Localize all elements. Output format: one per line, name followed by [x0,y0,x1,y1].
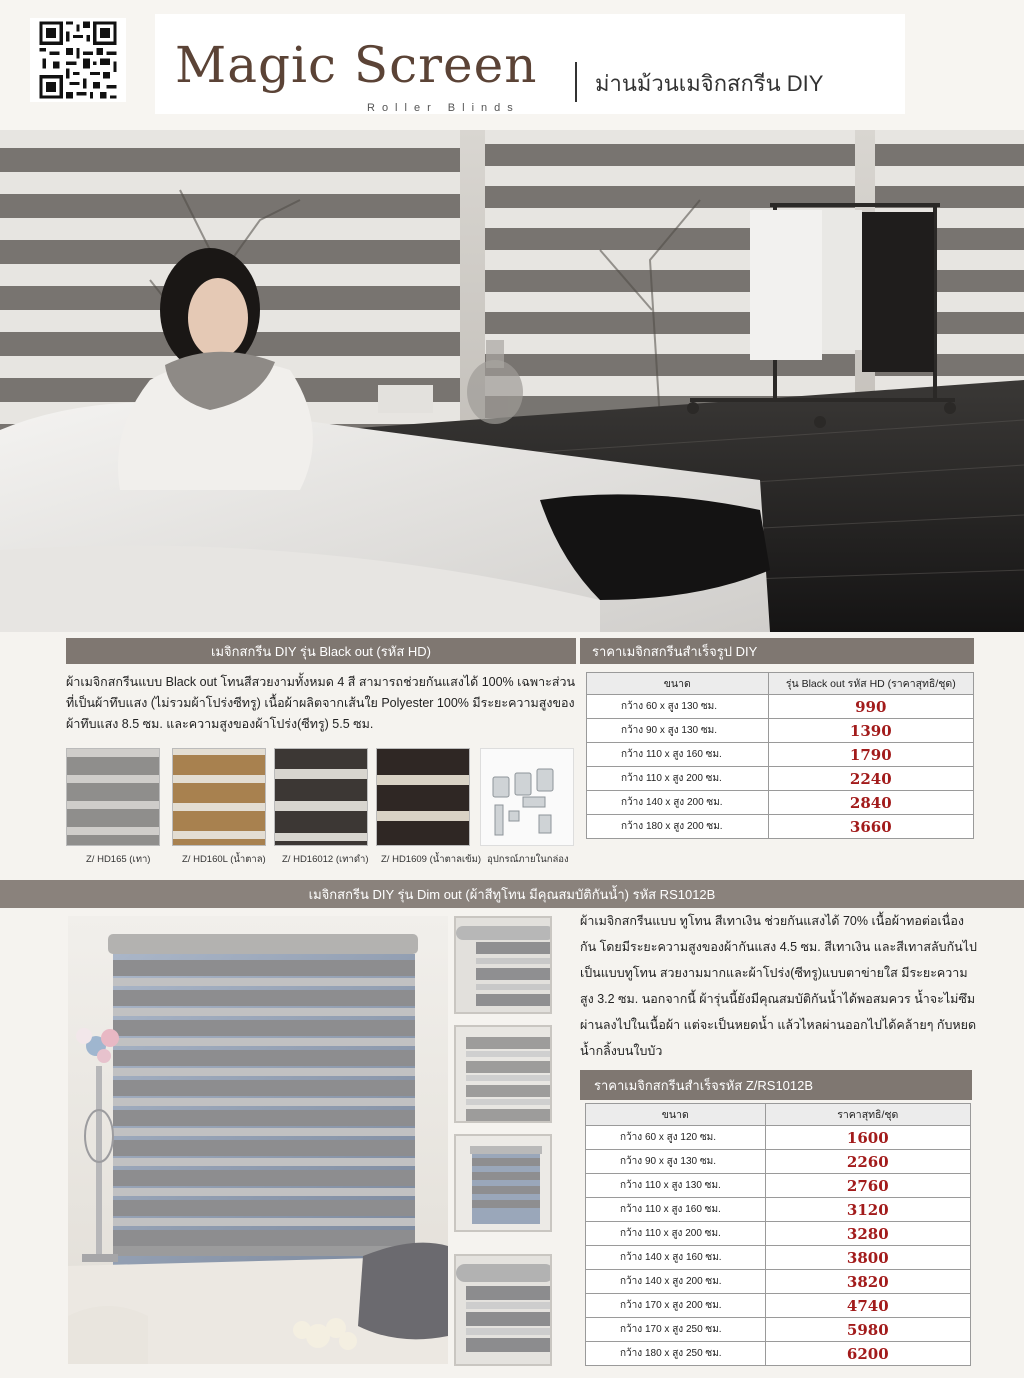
table-row [586,1198,971,1222]
table-row [586,1222,971,1246]
brand-subtitle: Roller Blinds [367,102,520,114]
table-row [586,1126,971,1150]
dimout-price-title [580,1070,972,1100]
size-cell: กว้าง 110 x สูง 200 ซม. [586,1222,766,1246]
blackout-price-title [580,638,974,664]
dimout-section-title [0,880,1024,908]
size-cell: กว้าง 110 x สูง 160 ซม. [587,743,769,767]
blackout-description: ผ้าเมจิกสกรีนแบบ Black out โทนสีสวยงามทั้งหมด 4 สี สามารถช่วยกันแสงได้ 100% เฉพาะส่วนที่เป็นผ้าทึบแสง (ไม่รวมผ้าโปร่งซีทรู) เนื้อผ้าผลิตจากเส้นใย Polyester 100% มีระยะความสูงของผ้าทึบแสง 8.5 ซม. และความสูงของผ้าโปร่ง(ซีทรู) 5.5 ซม. [66,675,576,731]
dimout-price-title-text: ราคาเมจิกสกรีนสำเร็จรหัส Z/RS1012B [594,1077,814,1093]
price-cell: 3120 [765,1198,970,1222]
swatch-accessories[interactable] [480,748,574,846]
size-cell: กว้าง 140 x สูง 200 ซม. [586,1270,766,1294]
size-cell: กว้าง 90 x สูง 130 ซม. [587,719,769,743]
price-cell: 5980 [765,1318,970,1342]
price-cell: 3820 [765,1270,970,1294]
swatch-label-hd1609: Z/ HD1609 (น้ำตาลเข้ม) [381,854,482,865]
brand-divider [575,62,577,102]
table-header-row [586,1104,971,1126]
qr-code-icon[interactable] [30,18,126,102]
price-cell: 1600 [765,1126,970,1150]
detail-thumb-1[interactable] [454,916,552,1014]
price-cell: 2260 [765,1150,970,1174]
swatch-label-hd160l: Z/ HD160L (น้ำตาล) [182,854,266,865]
size-cell: กว้าง 180 x สูง 250 ซม. [586,1342,766,1366]
price-cell: 3660 [768,815,973,839]
size-cell: กว้าง 140 x สูง 200 ซม. [587,791,769,815]
column-header: รุ่น Black out รหัส HD (ราคาสุทธิ/ชุด) [768,673,973,695]
blackout-section-title-text: เมจิกสกรีน DIY รุ่น Black out (รหัส HD) [211,643,431,659]
swatch-hd160l[interactable] [172,748,266,846]
dimout-price-table [585,1103,971,1366]
price-cell: 1790 [768,743,973,767]
table-row [586,1150,971,1174]
size-cell: กว้าง 170 x สูง 250 ซม. [586,1318,766,1342]
table-row [587,767,974,791]
detail-thumb-4[interactable] [454,1254,552,1366]
hero-photo [0,130,1024,632]
swatch-hd16012[interactable] [274,748,368,846]
brand-title: Magic Screen [175,36,538,94]
swatch-hd165[interactable] [66,748,160,846]
price-cell: 2240 [768,767,973,791]
table-row [587,695,974,719]
dimout-product-photo [68,916,448,1364]
table-row [586,1246,971,1270]
table-row [586,1318,971,1342]
column-header: ขนาด [586,1104,766,1126]
table-row [586,1342,971,1366]
size-cell: กว้าง 90 x สูง 130 ซม. [586,1150,766,1174]
dimout-description: ผ้าเมจิกสกรีนแบบ ทูโทน สีเทาเงิน ช่วยกันแสงได้ 70% เนื้อผ้าทอต่อเนื่องกัน โดยมีระยะความสูงของผ้ากันแสง 4.5 ซม. สีเทาเงิน และสีเทาสลับกันไปเป็นแบบทูโทน สวยงามมากและผ้าโปร่ง(ซีทรู)แบบตาข่ายใส มีระยะความสูง 3.2 ซม. นอกจากนี้ ผ้ารุ่นนี้ยังมีคุณสมบัติกันน้ำได้พอสมควร น้ำจะไม่ซึมผ่านลงไปในเนื้อผ้า แต่จะเป็นหยดน้ำ แล้วไหลผ่านออกไปได้คล้ายๆ กับหยดน้ำกลิ้งบนใบบัว [580,914,977,1058]
price-cell: 3280 [765,1222,970,1246]
price-cell: 3800 [765,1246,970,1270]
detail-thumb-2[interactable] [454,1025,552,1123]
size-cell: กว้าง 60 x สูง 130 ซม. [587,695,769,719]
table-row [586,1294,971,1318]
column-header: ขนาด [587,673,769,695]
swatch-hd1609[interactable] [376,748,470,846]
table-row [587,743,974,767]
table-row [587,815,974,839]
swatch-label-hd16012: Z/ HD16012 (เทาดำ) [282,854,369,865]
column-header: ราคาสุทธิ/ชุด [765,1104,970,1126]
price-cell: 990 [768,695,973,719]
table-row [586,1174,971,1198]
table-header-row [587,673,974,695]
table-row [586,1270,971,1294]
page-header [0,0,1024,130]
size-cell: กว้าง 60 x สูง 120 ซม. [586,1126,766,1150]
size-cell: กว้าง 110 x สูง 200 ซม. [587,767,769,791]
blackout-price-table [586,672,974,839]
brand-box [155,14,905,114]
size-cell: กว้าง 110 x สูง 130 ซม. [586,1174,766,1198]
size-cell: กว้าง 170 x สูง 200 ซม. [586,1294,766,1318]
detail-thumb-3[interactable] [454,1134,552,1232]
size-cell: กว้าง 180 x สูง 200 ซม. [587,815,769,839]
table-row [587,791,974,815]
blackout-section-title [66,638,576,664]
price-cell: 2840 [768,791,973,815]
brand-thai-title: ม่านม้วนเมจิกสกรีน DIY [595,71,824,96]
swatch-label-accessories: อุปกรณ์ภายในกล่อง [487,854,569,865]
dimout-section-title-text: เมจิกสกรีน DIY รุ่น Dim out (ผ้าสีทูโทน มีคุณสมบัติกันน้ำ) รหัส RS1012B [308,886,716,902]
blackout-price-title-text: ราคาเมจิกสกรีนสำเร็จรูป DIY [592,643,758,659]
price-cell: 6200 [765,1342,970,1366]
swatch-label-hd165: Z/ HD165 (เทา) [86,854,151,865]
size-cell: กว้าง 110 x สูง 160 ซม. [586,1198,766,1222]
price-cell: 1390 [768,719,973,743]
price-cell: 2760 [765,1174,970,1198]
table-row [587,719,974,743]
price-cell: 4740 [765,1294,970,1318]
size-cell: กว้าง 140 x สูง 160 ซม. [586,1246,766,1270]
